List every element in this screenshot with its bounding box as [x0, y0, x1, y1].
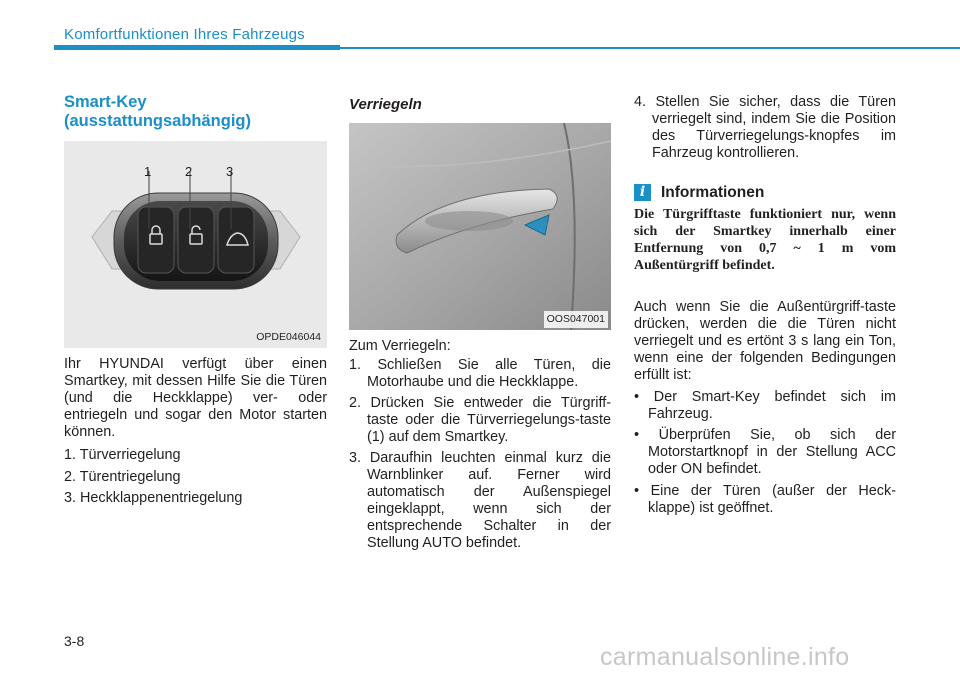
conditions-paragraph: Auch wenn Sie die Außentürgriff-taste drücken, werden die die Türen nicht verriegelt und es ertönt 3 s lang ein Ton, wenn eine der folgenden Bedingungen erfüllt ist: — [634, 299, 896, 383]
list-item-3: 3. Heckklappenentriegelung — [64, 490, 243, 506]
figure-code: OOS047001 — [544, 311, 608, 328]
lock-step-3: 3. Daraufhin leuchten einmal kurz die Warnblinker auf. Ferner wird automatisch der Außenspiegel eingeklappt, wenn sich der entsprechende Schalter in der Stellung AUTO befindet. — [349, 450, 611, 551]
info-title: Informationen — [661, 184, 765, 201]
smart-key-figure — [64, 141, 327, 348]
condition-bullet-2: • Überprüfen Sie, ob sich der Motorstartknopf in der Stellung ACC oder ON befindet. — [634, 427, 896, 477]
page-number: 3-8 — [64, 633, 85, 649]
condition-bullet-1: • Der Smart-Key befindet sich im Fahrzeug. — [634, 389, 896, 422]
door-handle-figure — [349, 123, 611, 330]
lock-lead: Zum Verriegeln: — [349, 338, 451, 354]
key-callout-1: 1 — [144, 164, 152, 179]
info-icon: i — [634, 184, 651, 201]
heading-smart-key: Smart-Key (ausstattungsabhängig) — [64, 93, 252, 130]
intro-paragraph: Ihr HYUNDAI verfügt über einen Smartkey, mit dessen Hilfe Sie die Türen (und die Heckklappe) ver- oder entriegeln und sogar den Motor starten können. — [64, 356, 327, 440]
figure-code: OPDE046044 — [253, 329, 324, 346]
key-callout-2: 2 — [185, 164, 193, 179]
list-item-2: 2. Türentriegelung — [64, 469, 181, 485]
section-header-title: Komfortfunktionen Ihres Fahrzeugs — [64, 26, 305, 43]
info-body: Die Türgrifftaste funktioniert nur, wenn sich der Smartkey innerhalb einer Entfernung von 0,7 ~ 1 m vom Außentürgriff befindet. — [634, 207, 896, 273]
info-header — [634, 184, 764, 201]
header-rule-thick — [54, 45, 340, 50]
watermark: carmanualsonline.info — [600, 643, 850, 671]
lock-step-1: 1. Schließen Sie alle Türen, die Motorhaube und die Heckklappe. — [349, 357, 611, 390]
door-handle-illustration — [349, 123, 611, 330]
lock-step-2: 2. Drücken Sie entweder die Türgriff-taste oder die Türverriegelungs-taste (1) auf dem Smartkey. — [349, 395, 611, 445]
lock-step-4: 4. Stellen Sie sicher, dass die Türen verriegelt sind, indem Sie die Position des Türverriegelungs-knopfes im Fahrzeug kontrollieren. — [634, 94, 896, 161]
list-item-1: 1. Türverriegelung — [64, 447, 181, 463]
heading-verriegeln: Verriegeln — [349, 96, 422, 113]
condition-bullet-3: • Eine der Türen (außer der Heck-klappe) ist geöffnet. — [634, 483, 896, 516]
smart-key-illustration — [64, 141, 327, 348]
header-rule-thin — [340, 47, 960, 49]
key-callout-3: 3 — [226, 164, 234, 179]
